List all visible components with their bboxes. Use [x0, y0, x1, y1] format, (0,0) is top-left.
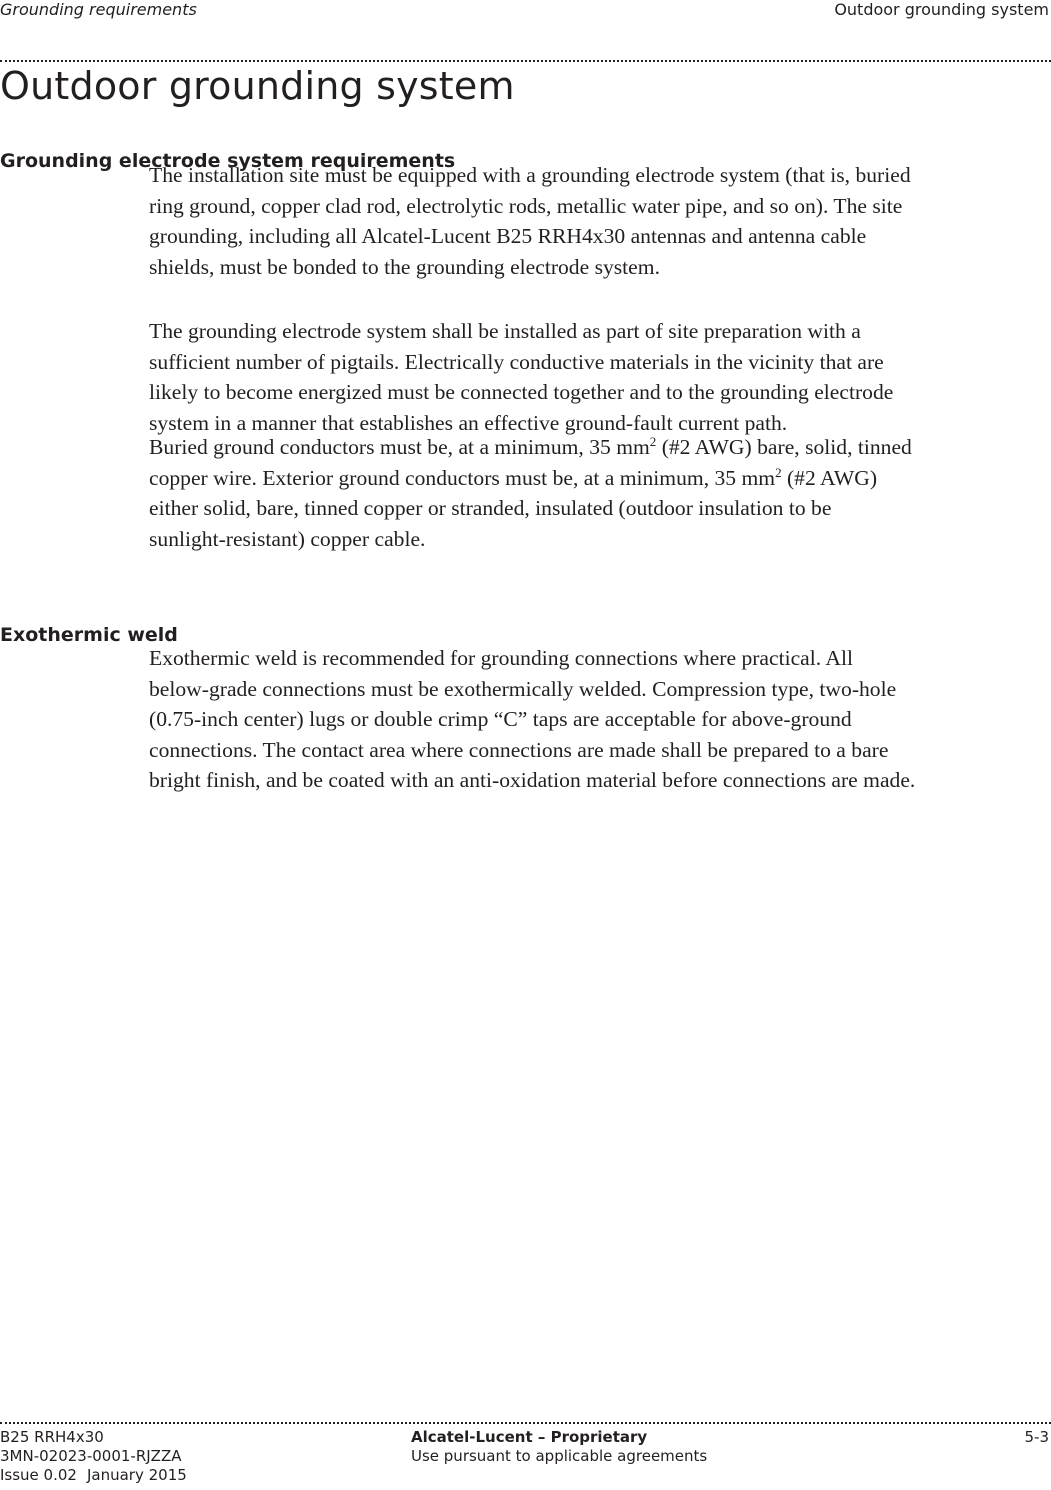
section-heading-grounding-electrode: Grounding electrode system requirements: [0, 150, 456, 172]
footer-product: B25 RRH4x30: [0, 1428, 104, 1446]
footer-document-info: [0, 1428, 187, 1485]
paragraph-line: [149, 463, 1041, 494]
footer-doc-number: 3MN-02023-0001-RJZZA: [0, 1447, 182, 1465]
header-divider: [0, 60, 1051, 62]
paragraph-line: [149, 432, 1041, 463]
header-section-title: Outdoor grounding system: [834, 0, 1049, 19]
paragraph-line: connections. The contact area where connections are made shall be prepared to a bare: [149, 737, 889, 762]
paragraph-line: ring ground, copper clad rod, electrolytic rods, metallic water pipe, and so on). The site: [149, 193, 903, 218]
footer-page-number: 5-3: [1024, 1428, 1049, 1446]
footer-issue: Issue 0.02: [0, 1466, 77, 1484]
paragraph-line: shields, must be bonded to the grounding electrode system.: [149, 254, 660, 279]
paragraph-line: sunlight-resistant) copper cable.: [149, 526, 426, 551]
footer-company: Alcatel-Lucent – Proprietary: [411, 1428, 648, 1446]
section-heading-exothermic-weld: Exothermic weld: [0, 624, 178, 646]
superscript: 2: [775, 464, 782, 480]
superscript: 2: [649, 433, 657, 449]
paragraph-line: bright finish, and be coated with an anti-oxidation material before connections are made.: [149, 768, 916, 792]
paragraph-ground-conductors: [149, 432, 1041, 554]
text-run: Buried ground conductors must be, at a minimum, 35 mm: [149, 435, 650, 459]
footer-date: January 2015: [86, 1466, 187, 1484]
text-run: copper wire. Exterior ground conductors must be, at a minimum, 35 mm: [149, 465, 776, 490]
footer-usage: Use pursuant to applicable agreements: [411, 1447, 708, 1465]
page-footer: [0, 1428, 1051, 1490]
paragraph-line: Exothermic weld is recommended for grounding connections where practical. All: [149, 646, 853, 670]
page-title: Outdoor grounding system: [0, 64, 515, 108]
footer-proprietary-notice: [411, 1428, 707, 1466]
header-chapter-title: Grounding requirements: [0, 0, 197, 19]
paragraph-electrode-installation: [149, 316, 1041, 438]
paragraph-line: sufficient number of pigtails. Electrically conductive materials in the vicinity that are: [149, 349, 884, 374]
paragraph-line: below-grade connections must be exothermically welded. Compression type, two-hole: [149, 676, 897, 701]
footer-issue-line: [0, 1466, 187, 1485]
paragraph-line: grounding, including all Alcatel-Lucent B25 RRH4x30 antennas and antenna cable: [149, 224, 867, 248]
paragraph-line: (0.75-inch center) lugs or double crimp “C” taps are acceptable for above-ground: [149, 707, 852, 731]
paragraph-line: The installation site must be equipped with a grounding electrode system (that is, buried: [149, 163, 911, 187]
paragraph-exothermic-weld: [149, 643, 1041, 796]
paragraph-installation-site: [149, 160, 1041, 282]
text-run: (#2 AWG): [781, 465, 878, 490]
paragraph-line: system in a manner that establishes an effective ground-fault current path.: [149, 410, 788, 435]
text-run: (#2 AWG) bare, solid, tinned: [656, 435, 912, 459]
paragraph-line: either solid, bare, tinned copper or stranded, insulated (outdoor insulation to be: [149, 496, 832, 520]
footer-divider: [0, 1422, 1051, 1424]
paragraph-line: The grounding electrode system shall be installed as part of site preparation with a: [149, 319, 861, 343]
paragraph-line: likely to become energized must be connected together and to the grounding electrode: [149, 380, 894, 404]
running-header: [0, 0, 1051, 22]
